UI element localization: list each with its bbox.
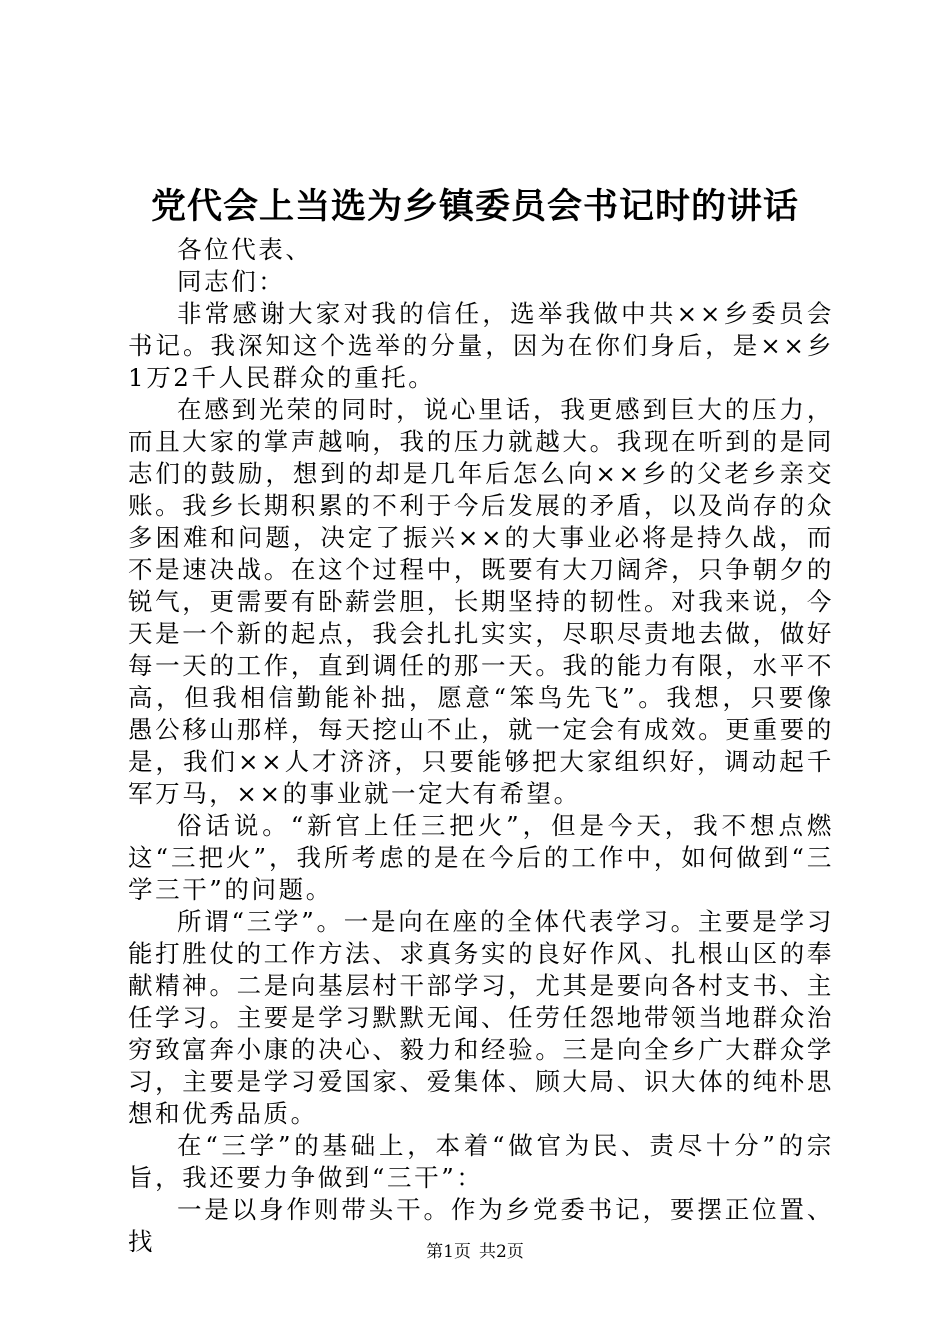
page-number-current: 第1页 bbox=[426, 1242, 471, 1262]
salutation-line-1: 各位代表、 bbox=[177, 235, 313, 264]
page-footer bbox=[0, 1240, 950, 1264]
document-title: 党代会上当选为乡镇委员会书记时的讲话 bbox=[150, 187, 799, 227]
body-paragraph: 在感到光荣的同时，说心里话，我更感到巨大的压力，而且大家的掌声越响，我的压力就越大。我现在听到的是同志们的鼓励，想到的却是几年后怎么向××乡的父老乡亲交账。我乡长期积累的不利于今后发展的矛盾，以及尚存的众多困难和问题，决定了振兴××的大事业必将是持久战，而不是速决战。在这个过程中，既要有大刀阔斧，只争朝夕的锐气，更需要有卧薪尝胆，长期坚持的韧性。对我来说，今天是一个新的起点，我会扎扎实实，尽职尽责地去做，做好每一天的工作，直到调任的那一天。我的能力有限，水平不高，但我相信勤能补拙，愿意“笨鸟先飞”。我想，只要像愚公移山那样，每天挖山不止，就一定会有成效。更重要的是，我们××人才济济，只要能够把大家组织好，调动起千军万马，××的事业就一定大有希望。 bbox=[128, 395, 834, 808]
page-number-total: 共2页 bbox=[479, 1242, 524, 1262]
body-paragraph: 非常感谢大家对我的信任，选举我做中共××乡委员会书记。我深知这个选举的分量，因为在你们身后，是××乡1万2千人民群众的重托。 bbox=[128, 299, 834, 392]
salutation-line-2: 同志们： bbox=[177, 267, 286, 296]
body-paragraph: 所谓“三学”。一是向在座的全体代表学习。主要是学习能打胜仗的工作方法、求真务实的良好作风、扎根山区的奉献精神。二是向基层村干部学习，尤其是要向各村支书、主任学习。主要是学习默默无闻、任劳任怨地带领当地群众治穷致富奔小康的决心、毅力和经验。三是向全乡广大群众学习，主要是学习爱国家、爱集体、顾大局、识大体的纯朴思想和优秀品质。 bbox=[128, 907, 834, 1128]
body-paragraph: 一是以身作则带头干。作为乡党委书记，要摆正位置、找 bbox=[128, 1195, 834, 1256]
document-body bbox=[128, 234, 834, 1258]
body-paragraph: 在“三学”的基础上，本着“做官为民、责尽十分”的宗旨，我还要力争做到“三干”： bbox=[128, 1131, 834, 1192]
body-paragraph: 俗话说。“新官上任三把火”，但是今天，我不想点燃这“三把火”，我所考虑的是在今后的工作中，如何做到“三学三干”的问题。 bbox=[128, 811, 834, 904]
